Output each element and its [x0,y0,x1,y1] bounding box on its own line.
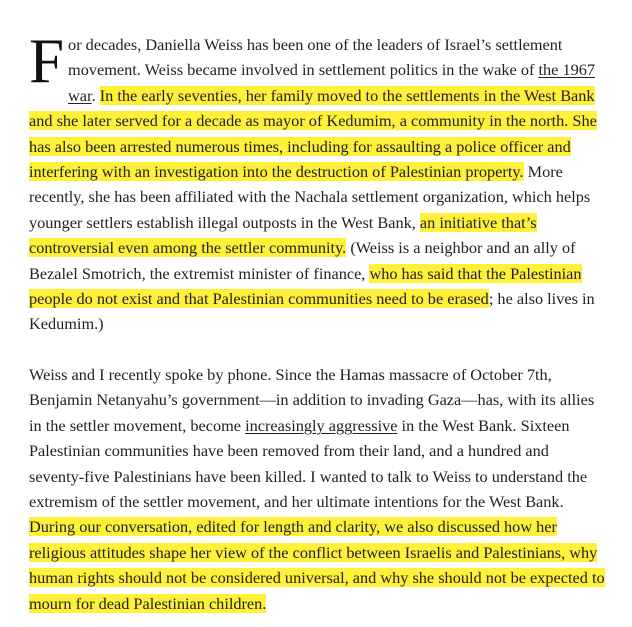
text-span: More recently, she has been affiliated with the Nachala settlement organization, which helps younger settlers establish illegal outposts in the West Bank, [29,162,591,232]
article-body [29,26,607,616]
text-span: . [91,85,96,105]
drop-cap: F [29,26,65,96]
highlighted-text: During our conversation, edited for length and clarity, we also discussed how her religious attitudes shape her view of the conflict between Israelis and Palestinians, why human rights should not be considered universal, and why she should not be expected to mourn for dead Palestinian children. [29,517,605,613]
text-span: (Weiss is a neighbor and an ally of Bezalel Smotrich, the extremist minister of finance, [29,238,576,283]
highlighted-text: an initiative that’s controversial even among the settler community. [29,212,537,258]
paragraph-2 [29,362,607,616]
paragraph-1 [29,26,607,337]
text-span: ; he also lives in Kedumim.) [29,289,595,334]
link-increasingly-aggressive[interactable]: increasingly aggressive [245,415,398,435]
highlighted-text: In the early seventies, her family moved to the settlements in the West Bank and she later served for a decade as mayor of Kedumim, a community in the north. She has also been arrested numerous times, including for assaulting a police officer and interfering with an investigation into the destruction of Palestinian property. [29,85,597,182]
link-1967-war[interactable]: the 1967 war [68,60,596,105]
highlighted-text: who has said that the Palestinian people do not exist and that Palestinian communities need to be erased [29,263,582,309]
text-span: in the West Bank. Sixteen Palestinian communities have been removed from their land, and a hundred and seventy-five Palestinians have been killed. I wanted to talk to Weiss to understand the extremism of the settler movement, and her ultimate intentions for the West Bank. [29,415,588,511]
text-span: or decades, Daniella Weiss has been one of the leaders of Israel’s settlement movement. Weiss became involved in settlement politics in the wake of [68,35,563,80]
text-span: Weiss and I recently spoke by phone. Since the Hamas massacre of October 7th, Benjamin Netanyahu’s government—in addition to invading Gaza—has, with its allies in the settler movement, become [29,364,595,435]
